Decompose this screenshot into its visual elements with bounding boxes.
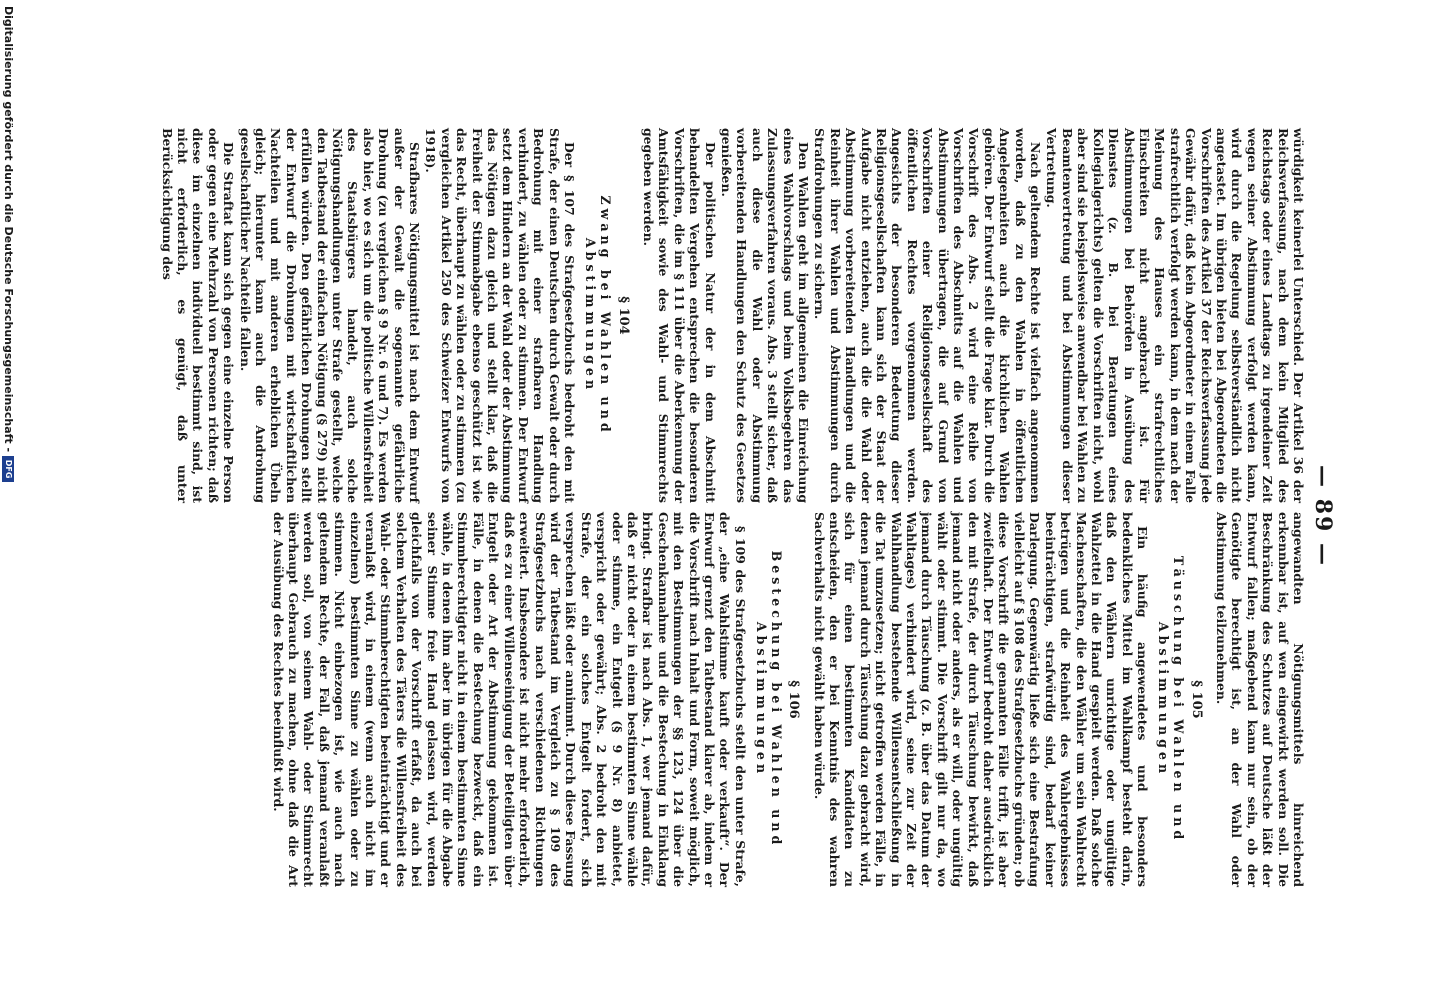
section-title: Bestechung bei Wahlen und Abstimmungen (753, 550, 784, 849)
paragraph: Die Straftat kann sich gegen eine einzelne Person oder gegen eine Mehrzahl von Personen richten; daß diese im einzelnen individuell bestimmt sind, ist nicht erforderlich, es genügt, daß unter Berücksichtigung des (159, 128, 237, 503)
paragraph: angewandten Nötigungsmittels hinreichend erkennbar ist, auf wen eingewirkt werden soll. Die Beschränkung des Schutzes auf Deutsche läßt der Entwurf fallen; maßgebend kann nur sein, ob der Genötigte berechtigt ist, an der Wahl oder Abstimmung teilzunehmen. (1213, 512, 1306, 887)
paragraph: würdigkeit keinerlei Unterschied. Der Artikel 36 der Reichsverfassung, nach dem kein Mitglied des Reichstags oder eines Landtags zu irgendeiner Zeit wegen seiner Abstimmung verfolgt werden kann, wird durch die Regelung selbstverständlich nicht angetastet. Im übrigen bieten bei Abgeordneten die Vorschriften des Artikel 37 der Reichsverfassung jede Gewähr dafür, daß kein Abgeordneter in einem Falle strafrechtlich verfolgt werden kann, in dem nach der Meinung des Hauses ein strafrechtliches Einschreiten nicht angebracht ist. Für Abstimmungen bei Behörden in Ausübung des Dienstes (z. B. bei Beratungen eines Kollegialgerichts) gelten die Vorschriften nicht, wohl aber sind sie beispielsweise anwendbar bei Wahlen zu Beamtenvertretung und bei Abstimmungen dieser Vertretung. (1044, 128, 1306, 503)
paragraph: Ein häufig angewendetes und besonders bedenkliches Mittel im Wahlkampf besteht darin, daß den Wählern unrichtige oder ungültige Wahlzettel in die Hand gespielt werden. Daß solche Machenschaften, die den Wähler um sein Wahlrecht betrügen und die Reinheit des Wahlergebnisses beeinträchtigen, strafwürdig sind, bedarf keiner Darlegung. Gegenwärtig ließe sich eine Bestrafung vielleicht auf § 108 des Strafgesetzbuchs gründen; ob diese Vorschrift die genannten Fälle trifft, ist aber zweifelhaft. Der Entwurf bedroht daher ausdrücklich den mit Strafe, der durch Täuschung bewirkt, daß jemand nicht oder anders, als er will, oder ungültig wählt oder stimmt. Die Vorschrift gilt nur da, wo jemand durch Täuschung (z. B. über das Datum der Wahltages) verhindert wird, seine zur Zeit der Wahlhandlung bestehende Willensentschließung in die Tat umzusetzen; nicht getroffen werden Fälle, in denen jemand durch Täuschung dazu gebracht wird, sich für einen bestimmten Kandidaten zu entscheiden, den er bei Kenntnis des wahren Sachverhalts nicht gewählt haben würde. (811, 512, 1151, 887)
paragraph: § 109 des Strafgesetzbuchs stellt den unter Strafe, der „eine Wahlstimme kauft oder verkauft“. Der Entwurf grenzt den Tatbestand klarer ab, indem er die Vorschrift nach Inhalt und Form, soweit möglich, mit den Bestimmungen der §§ 123, 124 über die Geschenkannahme und die Bestechung in Einklang bringt. Strafbar ist nach Abs. 1, wer jemand dafür, daß er nicht oder in einem bestimmten Sinne wähle oder stimme, ein Entgelt (§ 9 Nr. 8) anbietet, verspricht oder gewährt; Abs. 2 bedroht den mit Strafe, der ein solches Entgelt fordert, sich versprechen läßt oder annimmt. Durch diese Fassung wird der Tatbestand im Vergleich zu § 109 des Strafgesetzbuchs nach verschiedenen Richtungen erweitert. Insbesondere ist nicht mehr erforderlich, daß es zu einer Willenseinigung der Beteiligten über Entgelt oder Art der Abstimmung gekommen ist. Fälle, in denen die Bestechung bezweckt, daß ein Stimmberechtigter nicht in einem bestimmten Sinne wähle, in denen ihm aber im übrigen für die Abgabe seiner Stimme freie Hand gelassen wird, werden gleichfalls von der Vorschrift erfaßt, da auch bei solchem Verhalten des Täters die Willensfreiheit des Wahl- oder Stimmberechtigten beeinträchtigt und er veranlaßt wird, in einem (wenn auch nicht im einzelnen) bestimmten Sinne zu wählen oder zu stimmen. Nicht einbezogen ist, wie auch nach geltendem Rechte, der Fall, daß jemand veranlaßt werden soll, von seinem Wahl- oder Stimmrecht überhaupt Gebrauch zu machen, ohne daß die Art der Ausübung des Rechtes beeinflußt wird. (270, 512, 748, 887)
paragraph: Nach geltendem Rechte ist vielfach angenommen worden, daß zu den Wahlen in öffentlichen Angelegenheiten auch die kirchlichen Wahlen gehören. Der Entwurf stellt die Frage klar. Durch die Vorschrift des Abs. 2 wird eine Reihe von Vorschriften des Abschnitts auf die Wahlen und Abstimmungen übertragen, die auf Grund von Vorschriften einer Religionsgesellschaft des öffentlichen Rechtes vorgenommen werden. Angesichts der besonderen Bedeutung dieser Religionsgesellschaften kann sich der Staat der Aufgabe nicht entziehen, auch die die Wahl oder Abstimmung vorbereitenden Handlungen und die Reinheit ihrer Wahlen und Abstimmungen durch Strafdrohungen zu sichern. (812, 128, 1044, 503)
footer-text: Digitalisierung gefördert durch die Deutsche Forschungsgemeinschaft - (2, 6, 15, 453)
right-column (269, 512, 1306, 887)
section-title: Täuschung bei Wahlen und Abstimmungen (1156, 555, 1187, 844)
paragraph: Den Wahlen geht im allgemeinen die Einreichung eines Wahlvorschlags und beim Volksbegehren das Zulassungsverfahren voraus. Abs. 3 stellt sicher, daß auch diese die Wahl oder Abstimmung vorbereitenden Handlungen den Schutz des Gesetzes genießen. (718, 128, 811, 503)
section-number: § 104 (615, 296, 631, 335)
section-title: Zwang bei Wahlen und Abstimmungen (583, 195, 614, 436)
dfg-logo: DFG (3, 456, 15, 482)
left-column (158, 128, 1306, 503)
page-number: — 89 — (1310, 465, 1336, 567)
digitization-footer (2, 0, 15, 1006)
paragraph: Strafbares Nötigungsmittel ist nach dem Entwurf außer der Gewalt die sogenannte gefährliche Drohung (zu vergleichen § 9 Nr. 6 und 7). Es werden also hier, wo es sich um die politische Willensfreiheit des Staatsbürgers handelt, auch solche Nötigungshandlungen unter Strafe gestellt, welche den Tatbestand der einfachen Nötigung (§ 279) nicht erfüllen würden. Den gefährlichen Drohungen stellt der Entwurf die Drohungen mit wirtschaftlichen Nachteilen und mit anderen erheblichen Übeln gleich; hierunter kann auch die Androhung gesellschaftlicher Nachteile fallen. (237, 128, 423, 503)
paragraph: Der politischen Natur der in dem Abschnitt behandelten Vergehen entsprechen die besonderen Vorschriften, die im § 111 über die Aberkennung der Amtsfähigkeit sowie des Wahl- und Stimmrechts gegeben werden. (640, 128, 718, 503)
section-number: § 106 (786, 680, 802, 719)
section-number: § 105 (1188, 680, 1204, 719)
paragraph: Der § 107 des Strafgesetzbuchs bedroht den mit Strafe, der einen Deutschen durch Gewalt oder durch Bedrohung mit einer strafbaren Handlung verhindert, zu wählen oder zu stimmen. Der Entwurf setzt dem Hindern an der Wahl oder der Abstimmung das Nötigen dazu gleich und stellt klar, daß die Freiheit der Stimmabgabe ebenso geschützt ist wie das Recht, überhaupt zu wählen oder zu stimmen (zu vergleichen Artikel 250 des Schweizer Entwurfs von 1918). (423, 128, 578, 503)
